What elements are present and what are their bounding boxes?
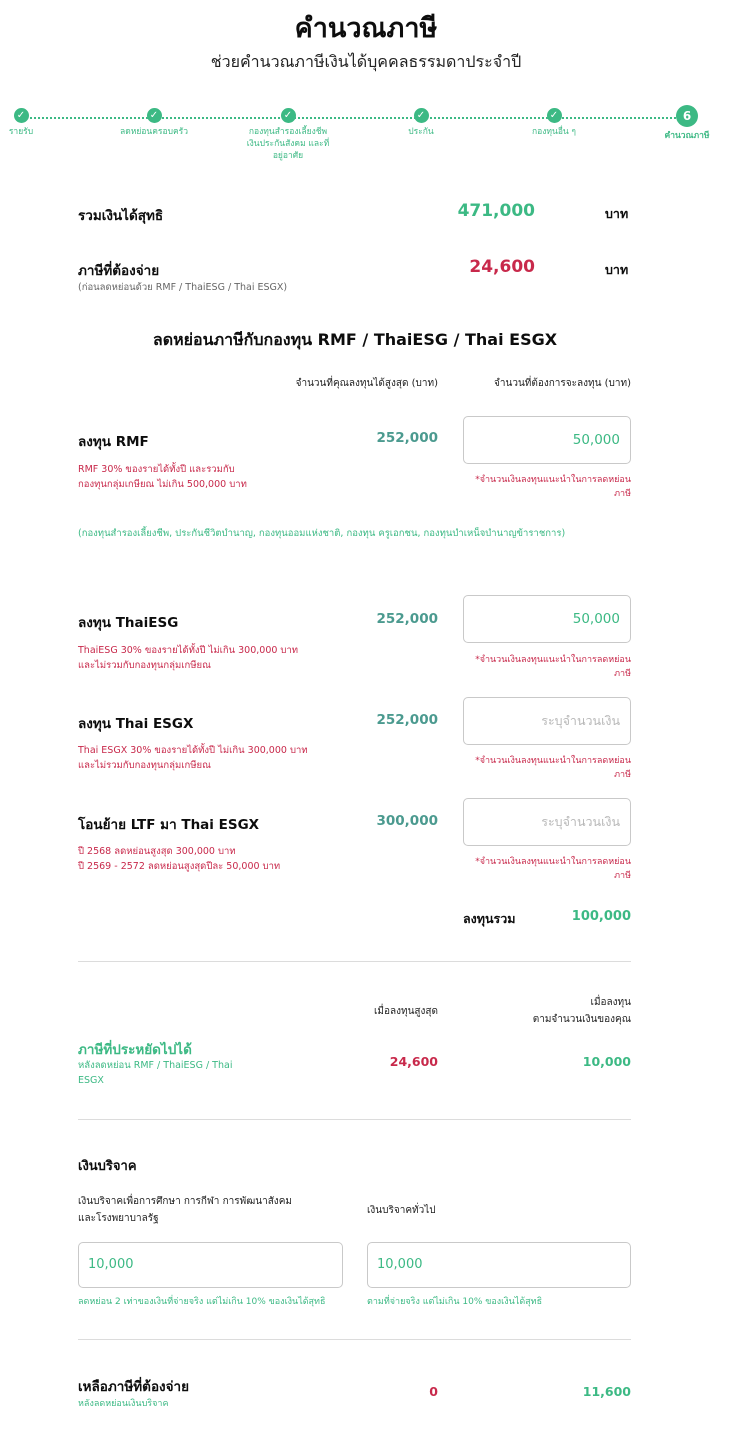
total-invest-value: 100,000: [571, 909, 631, 924]
tax-saved-max-value: 24,600: [389, 1054, 438, 1069]
check-icon: ✓: [547, 108, 562, 123]
tax-payable-unit: บาท: [605, 262, 629, 277]
section-divider: [78, 1119, 631, 1120]
tax-payable-note: (ก่อนลดหย่อนด้วย RMF / ThaiESG / Thai ESGX): [78, 282, 288, 293]
thaiesgx-note: Thai ESGX 30% ของรายได้ทั้งปี ไม่เกิน 300,000 บาท และไม่รวมกับกองทุนกลุ่มเกษียณ: [78, 745, 308, 771]
check-icon: ✓: [147, 108, 162, 123]
step-other-funds[interactable]: [494, 104, 614, 138]
step-label: รายรับ: [8, 127, 34, 137]
thaiesg-note: ThaiESG 30% ของรายได้ทั้งปี ไม่เกิน 300,000 บาท และไม่รวมกับกองทุนกลุ่มเกษียณ: [78, 645, 299, 671]
ltf-max-value: 300,000: [376, 813, 438, 829]
step-insurance[interactable]: [361, 104, 481, 138]
rmf-amount-input[interactable]: 50,000: [463, 416, 631, 464]
donation-general-label: เงินบริจาคทั่วไป: [367, 1205, 436, 1216]
step-label: คำนวณภาษี: [664, 131, 710, 141]
step-label: ลดหย่อนครอบครัว: [119, 127, 188, 137]
donation-edu-label: เงินบริจาคเพื่อการศึกษา การกีฬา การพัฒนาสังคม และโรงพยาบาลรัฐ: [78, 1196, 292, 1224]
donation-title: เงินบริจาค: [78, 1159, 137, 1174]
step-income[interactable]: [0, 104, 81, 138]
thaiesg-hint: *จำนวนเงินลงทุนแนะนำในการลดหย่อนภาษี: [475, 655, 631, 679]
tax-payable-label: ภาษีที่ต้องจ่าย: [78, 263, 160, 279]
ltf-transfer-label: โอนย้าย LTF มา Thai ESGX: [78, 817, 260, 833]
step-family-deduction[interactable]: [94, 104, 214, 138]
net-income-label: รวมเงินได้สุทธิ: [78, 208, 164, 224]
donation-general-note: ตามที่จ่ายจริง แต่ไม่เกิน 10% ของเงินได้สุทธิ: [367, 1297, 543, 1307]
thaiesgx-hint: *จำนวนเงินลงทุนแนะนำในการลดหย่อนภาษี: [475, 756, 631, 780]
section-divider: [78, 961, 631, 962]
donation-edu-input[interactable]: 10,000: [78, 1242, 343, 1288]
step-label: กองทุนอื่น ๆ: [532, 127, 576, 137]
column-header-invest: จำนวนที่ต้องการจะลงทุน (บาท): [494, 378, 631, 389]
thaiesg-label: ลงทุน ThaiESG: [78, 615, 179, 631]
donation-edu-note: ลดหย่อน 2 เท่าของเงินที่จ่ายจริง แต่ไม่เกิน 10% ของเงินได้สุทธิ: [78, 1297, 326, 1307]
donation-general-input[interactable]: 10,000: [367, 1242, 631, 1288]
step-label: ประกัน: [408, 127, 434, 137]
step-provident-fund[interactable]: [228, 104, 348, 162]
tax-saved-your-value: 10,000: [582, 1054, 631, 1069]
thaiesgx-label: ลงทุน Thai ESGX: [78, 716, 194, 732]
savings-col-yours: เมื่อลงทุน ตามจำนวนเงินของคุณ: [532, 997, 631, 1025]
page-title: คำนวณภาษี: [294, 13, 438, 44]
rmf-max-value: 252,000: [376, 430, 438, 446]
page-subtitle: ช่วยคำนวณภาษีเงินได้บุคคลธรรมดาประจำปี: [210, 52, 522, 71]
tax-saved-note: หลังลดหย่อน RMF / ThaiESG / Thai ESGX: [78, 1060, 233, 1086]
ltf-amount-input[interactable]: ระบุจำนวนเงิน: [463, 798, 631, 846]
check-icon: ✓: [414, 108, 429, 123]
section-divider: [78, 1339, 631, 1340]
remaining-tax-label: เหลือภาษีที่ต้องจ่าย: [78, 1379, 190, 1395]
savings-col-max: เมื่อลงทุนสูงสุด: [373, 1006, 438, 1017]
total-invest-label: ลงทุนรวม: [463, 911, 516, 926]
tax-payable-value: 24,600: [469, 257, 535, 277]
remaining-tax-max-value: 0: [429, 1384, 438, 1399]
ltf-hint: *จำนวนเงินลงทุนแนะนำในการลดหย่อนภาษี: [475, 857, 631, 881]
funds-section-title: ลดหย่อนภาษีกับกองทุน RMF / ThaiESG / Thai ESGX: [152, 330, 558, 349]
net-income-unit: บาท: [605, 206, 629, 221]
rmf-label: ลงทุน RMF: [78, 434, 149, 450]
progress-stepper: [0, 104, 732, 174]
net-income-value: 471,000: [457, 201, 535, 221]
step-calculate-tax[interactable]: [627, 104, 732, 142]
remaining-tax-note: หลังลดหย่อนเงินบริจาค: [78, 1399, 169, 1409]
ltf-transfer-note: ปี 2568 ลดหย่อนสูงสุด 300,000 บาท ปี 2569 - 2572 ลดหย่อนสูงสุดปีละ 50,000 บาท: [78, 846, 281, 872]
thaiesg-max-value: 252,000: [376, 611, 438, 627]
rmf-hint: *จำนวนเงินลงทุนแนะนำในการลดหย่อนภาษี: [475, 475, 631, 499]
step-number-badge: 6: [676, 105, 698, 127]
thaiesgx-amount-input[interactable]: ระบุจำนวนเงิน: [463, 697, 631, 745]
column-header-max: จำนวนที่คุณลงทุนได้สูงสุด (บาท): [295, 378, 438, 389]
rmf-note: RMF 30% ของรายได้ทั้งปี และรวมกับ กองทุนกลุ่มเกษียณ ไม่เกิน 500,000 บาท: [78, 464, 247, 490]
thaiesgx-max-value: 252,000: [376, 712, 438, 728]
retirement-funds-note: (กองทุนสำรองเลี้ยงชีพ, ประกันชีวิตบำนาญ, กองทุนออมแห่งชาติ, กองทุน ครูเอกชน, กองทุนบำเหน็จบำนาญข้าราชการ): [78, 528, 566, 539]
check-icon: ✓: [14, 108, 29, 123]
thaiesg-amount-input[interactable]: 50,000: [463, 595, 631, 643]
tax-saved-label: ภาษีที่ประหยัดไปได้: [78, 1042, 192, 1058]
remaining-tax-your-value: 11,600: [582, 1384, 631, 1399]
check-icon: ✓: [281, 108, 296, 123]
step-label: กองทุนสำรองเลี้ยงชีพ เงินประกันสังคม และที่อยู่อาศัย: [246, 127, 330, 161]
